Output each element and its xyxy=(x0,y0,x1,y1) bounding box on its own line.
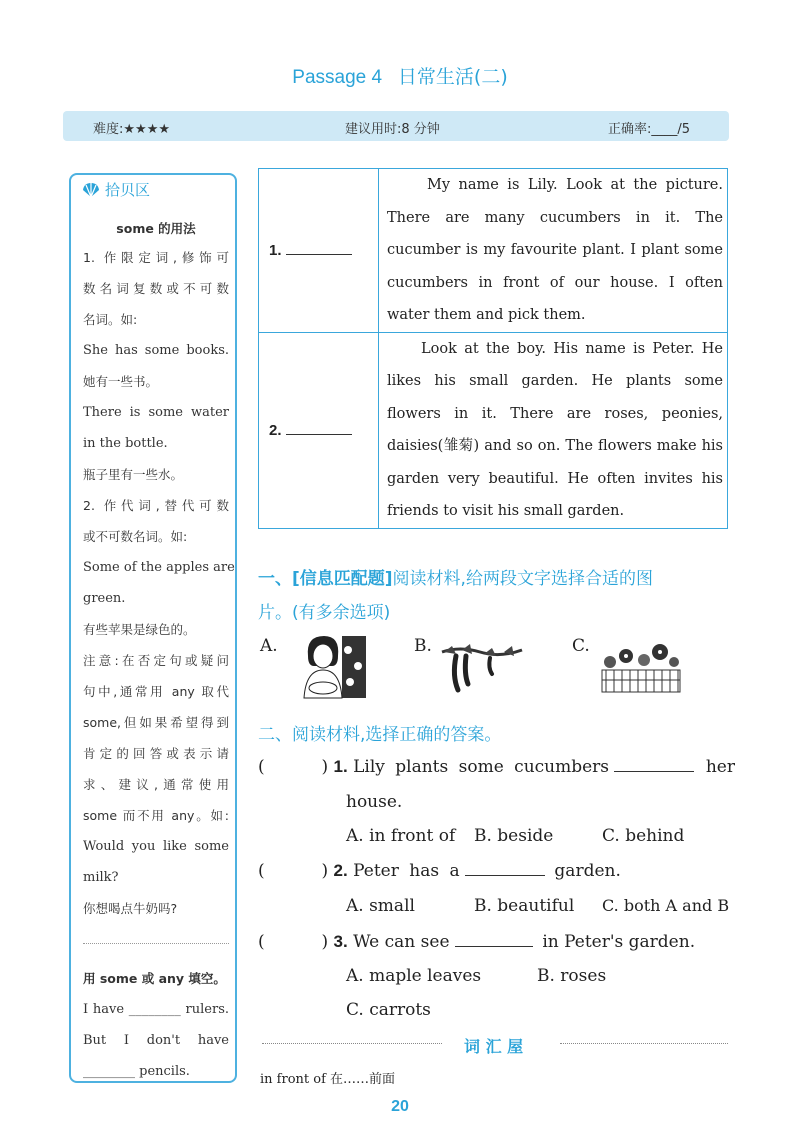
passage-text-cell xyxy=(379,169,728,333)
q1-option-b[interactable]: B. beside xyxy=(474,826,554,846)
passage-text: Look at the boy. His name is Peter. He likes his small garden. He plants some flowers in it. There are roses, peonies, daisies(雏菊) and so on. The flowers make his garden very beautiful. He often invites his friends to visit his small garden. xyxy=(387,340,723,519)
fill-blank[interactable] xyxy=(455,946,533,947)
passage-answer-cell[interactable]: 2. xyxy=(259,332,379,528)
passage-row xyxy=(259,332,728,528)
option-c-label: C. xyxy=(572,636,590,656)
vocab-divider-right xyxy=(560,1043,728,1044)
sidebar-header xyxy=(81,179,150,200)
q3-option-b[interactable]: B. roses xyxy=(537,966,607,986)
passage-label: Passage 4 xyxy=(292,67,383,88)
fill-blank[interactable] xyxy=(614,771,694,772)
question-1: ( ) 1. Lily plants some cucumbers her xyxy=(258,757,735,777)
passage-table xyxy=(258,168,728,529)
question-2: ( ) 2. Peter has a garden. xyxy=(258,861,621,881)
question-1-cont: house. xyxy=(346,792,403,812)
q3-option-c[interactable]: C. carrots xyxy=(346,1000,431,1020)
q2-option-a[interactable]: A. small xyxy=(346,896,415,916)
passage-text-cell xyxy=(379,332,728,528)
sidebar-header-text: 拾贝区 xyxy=(105,181,151,199)
passage-answer-cell[interactable]: 1. xyxy=(259,169,379,333)
time-label: 建议用时:8 分钟 xyxy=(345,122,440,137)
q2-option-b[interactable]: B. beautiful xyxy=(474,896,575,916)
q2-option-c[interactable]: C. both A and B xyxy=(602,896,730,915)
q1-option-c[interactable]: C. behind xyxy=(602,826,685,846)
info-bar xyxy=(63,111,729,141)
shell-icon xyxy=(81,181,101,199)
q1-option-a[interactable]: A. in front of xyxy=(346,826,456,846)
option-a-label: A. xyxy=(260,636,278,656)
cucumber-vine-picture[interactable] xyxy=(440,640,524,696)
section2-heading: 二、阅读材料,选择正确的答案。 xyxy=(258,725,502,745)
question-3: ( ) 3. We can see in Peter's garden. xyxy=(258,932,696,952)
section1-heading-cont: 片。(有多余选项) xyxy=(258,603,391,623)
accuracy-label: 正确率:____/5 xyxy=(608,122,691,137)
passage-text: My name is Lily. Look at the picture. There are many cucumbers in it. The cucumber is my favourite plant. I plant some cucumbers in front of our house. I often water them and pick them. xyxy=(387,177,723,323)
sidebar-notes: 1. 作限定词,修饰可 数名词复数或不可数 名词。如: She has some books. 她有一些书。 There is some water in the bottle. 瓶子里有一些水。 2. 作代词,替代可数 或不可数名词。如: Some of the apples are green. 有些苹果是绿色的。 注意:在否定句或疑问 句中,通常用 any 取代 some,但如果希望得到 肯定的回答或表示请 求、建议,通常使用 some 而不用 any。如: Would you like some milk? 你想喝点牛奶吗? xyxy=(83,250,235,916)
sidebar-exercise: 用 some 或 any 填空。 I have ________ rulers. But I don't have ________ pencils. xyxy=(83,971,229,1079)
sidebar-heading: some 的用法 xyxy=(116,221,196,236)
q3-option-a[interactable]: A. maple leaves xyxy=(346,966,482,986)
girl-picking-picture[interactable] xyxy=(296,632,368,700)
sidebar-divider xyxy=(83,943,229,944)
passage-row xyxy=(259,169,728,333)
passage-topic: 日常生活(二) xyxy=(397,66,508,88)
flower-garden-picture[interactable] xyxy=(600,640,682,694)
fill-blank[interactable] xyxy=(465,875,545,876)
vocab-entry: in front of 在……前面 xyxy=(260,1072,396,1087)
vocab-divider-left xyxy=(262,1043,442,1044)
page-title xyxy=(0,62,800,89)
section1-heading: 一、[信息匹配题]阅读材料,给两段文字选择合适的图 xyxy=(258,569,653,589)
sidebar-tips-box xyxy=(69,173,237,1083)
difficulty-label: 难度:★★★★ xyxy=(93,122,170,137)
page-number: 20 xyxy=(391,1098,409,1115)
option-b-label: B. xyxy=(414,636,432,656)
vocab-title: 词 汇 屋 xyxy=(464,1037,524,1056)
